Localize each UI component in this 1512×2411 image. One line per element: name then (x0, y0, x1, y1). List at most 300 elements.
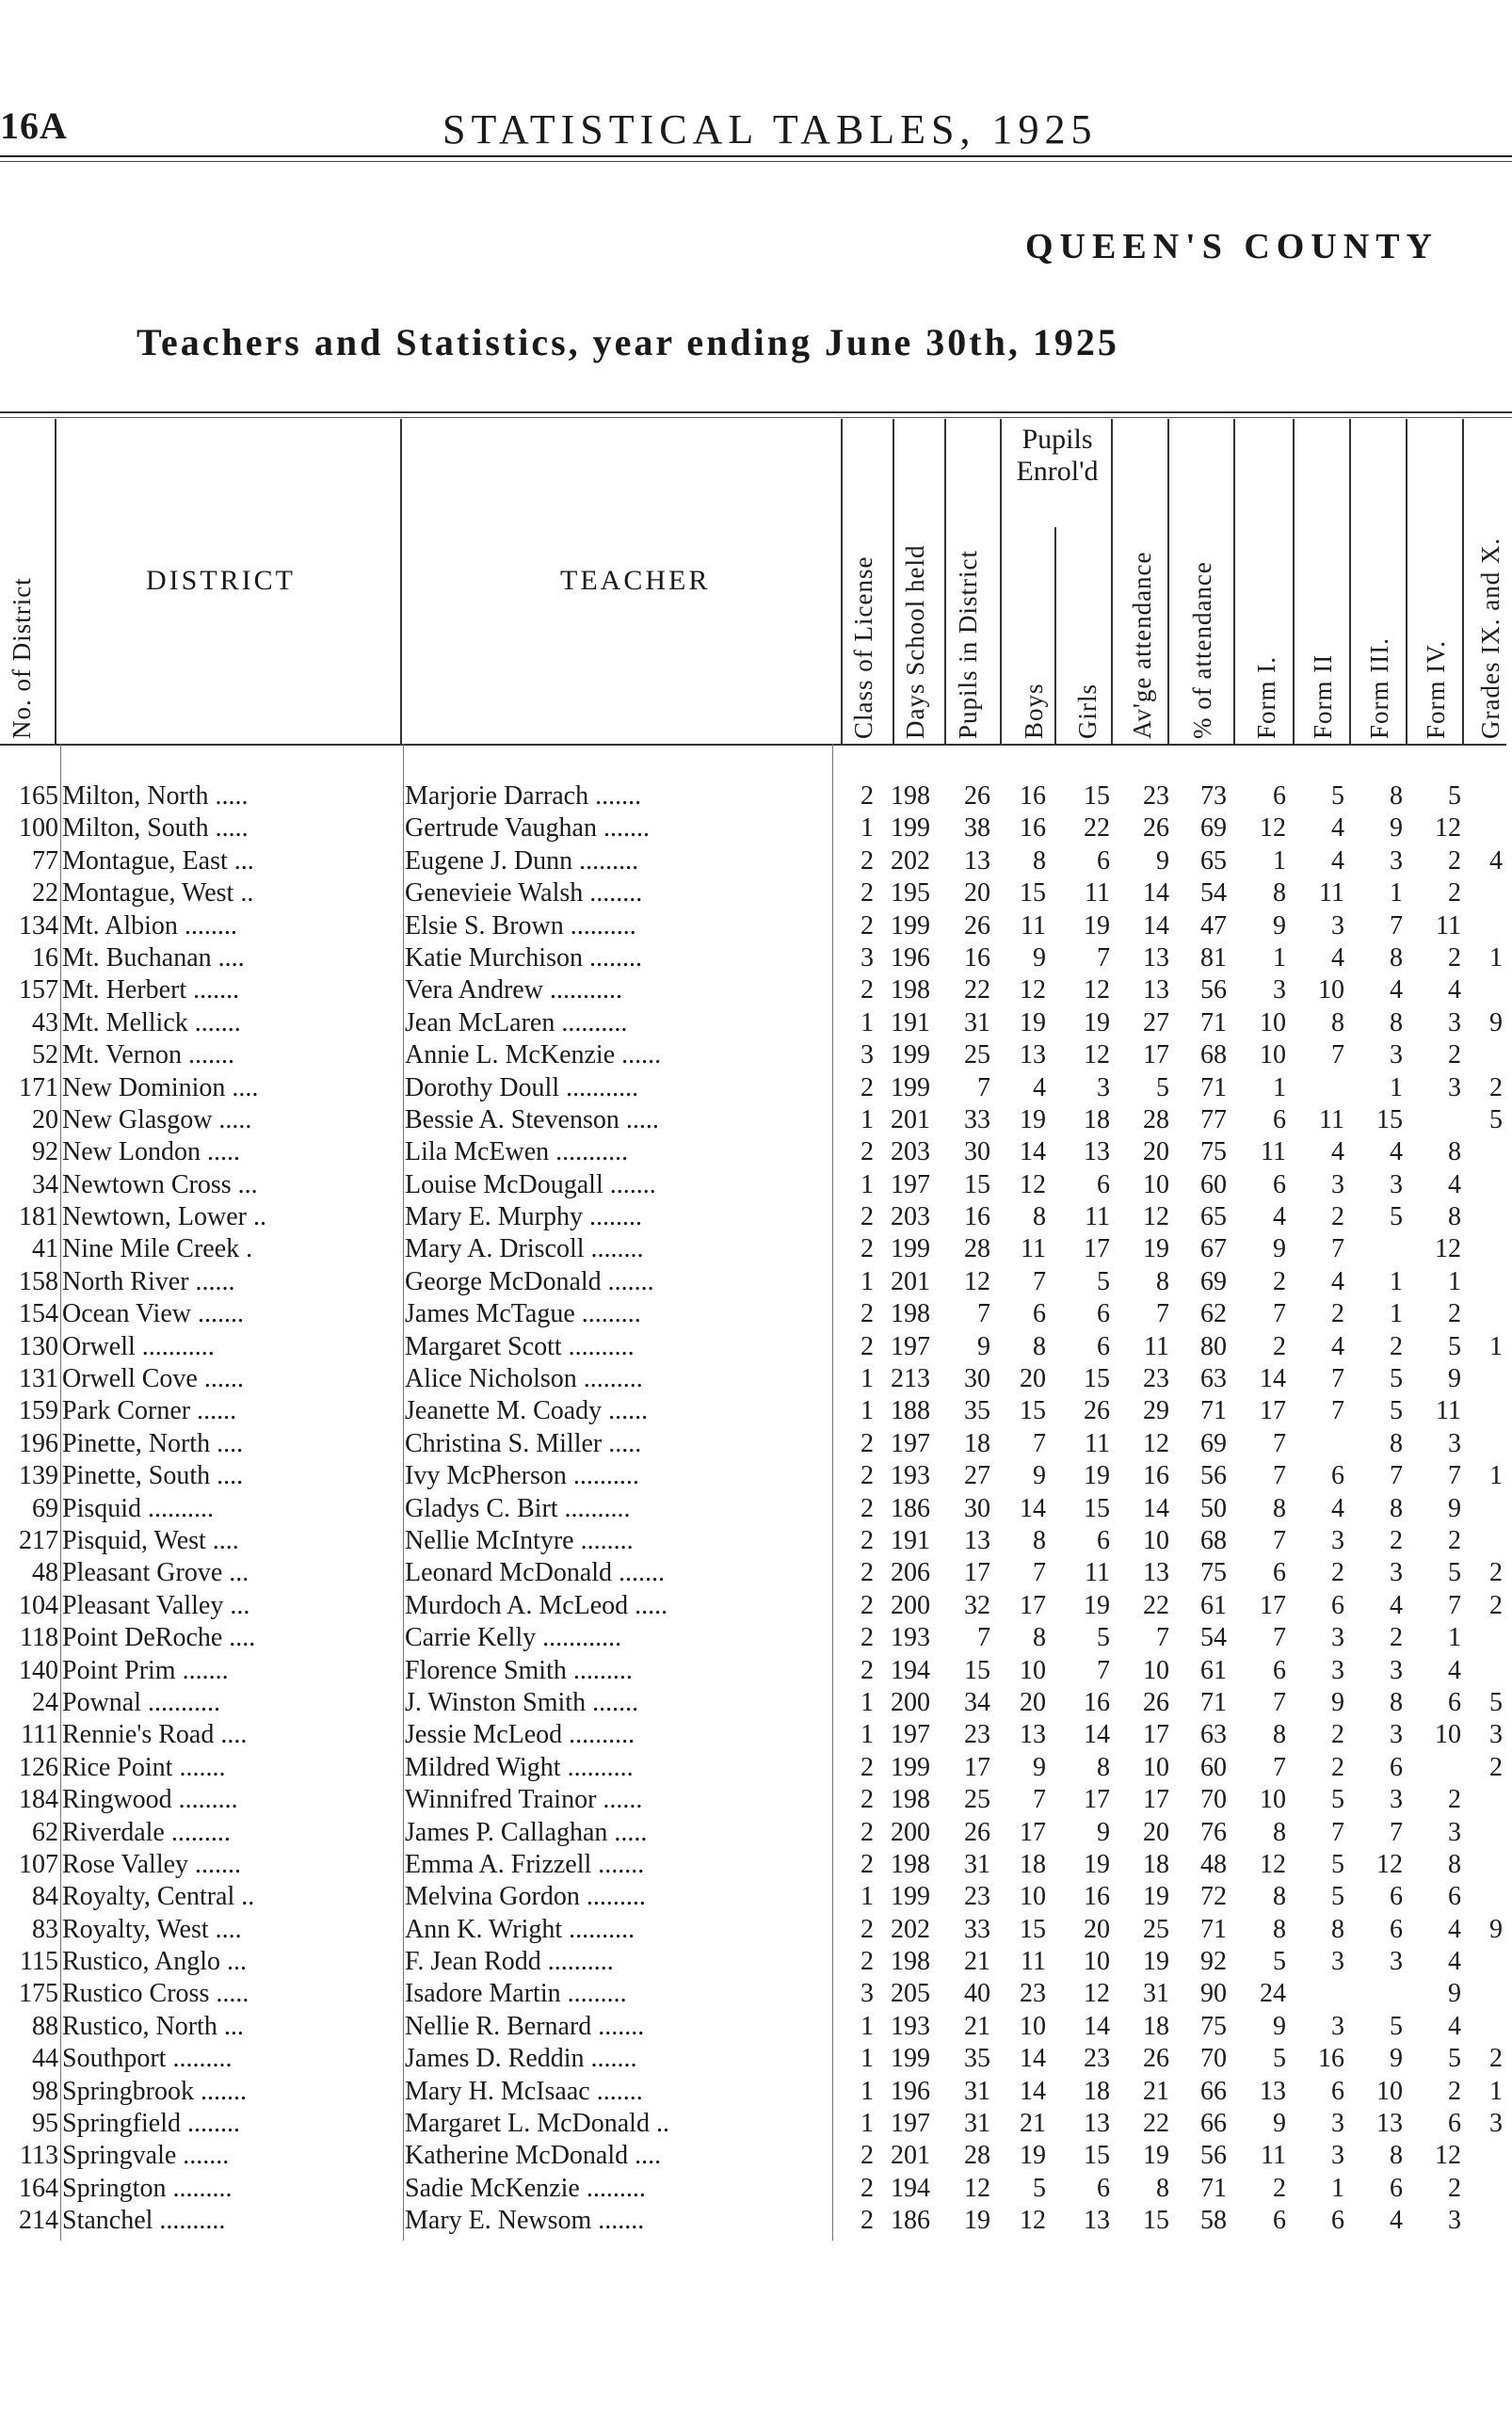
cell-teacher: Murdoch A. McLeod ..... (405, 1590, 668, 1620)
cell-teacher: Bessie A. Stevenson ..... (405, 1104, 659, 1134)
table-row (0, 878, 1512, 910)
cell-no: 171 (19, 1072, 58, 1102)
cell-f2: 6 (1331, 1590, 1344, 1620)
cell-f3: 15 (1376, 1104, 1403, 1134)
cell-f4: 7 (1448, 1461, 1461, 1491)
cell-girls: 15 (1084, 2141, 1110, 2171)
cell-district: Rennie's Road .... (62, 1720, 248, 1750)
cell-days: 205 (891, 1979, 930, 2009)
cell-lic: 1 (861, 1687, 874, 1717)
cell-f3: 6 (1390, 1914, 1403, 1944)
cell-district: Stanchel .......... (62, 2206, 226, 2236)
cell-f3: 2 (1390, 1525, 1403, 1555)
cell-f1: 6 (1273, 1655, 1286, 1685)
cell-pct: 69 (1200, 1428, 1227, 1458)
cell-boys: 10 (1020, 1882, 1046, 1912)
table-row (0, 1623, 1512, 1655)
cell-days: 213 (891, 1364, 930, 1394)
cell-girls: 11 (1085, 878, 1110, 908)
cell-g: 4 (1489, 845, 1503, 876)
cell-days: 199 (891, 1752, 930, 1782)
cell-boys: 19 (1020, 1104, 1046, 1134)
cell-f3: 2 (1390, 1331, 1403, 1361)
cell-girls: 19 (1084, 910, 1110, 940)
cell-f2: 4 (1331, 1331, 1344, 1361)
cell-pd: 23 (964, 1720, 990, 1750)
cell-pd: 16 (964, 942, 990, 972)
cell-f1: 6 (1273, 1558, 1286, 1588)
cell-days: 199 (891, 813, 930, 844)
header-rule-thin (0, 161, 1512, 162)
cell-boys: 16 (1020, 781, 1046, 811)
cell-district: Milton, North ..... (62, 781, 249, 811)
cell-no: 69 (32, 1493, 58, 1523)
table-row (0, 846, 1512, 878)
cell-f4: 5 (1448, 1558, 1461, 1588)
cell-f3: 6 (1390, 1882, 1403, 1912)
table-row (0, 1299, 1512, 1331)
cell-avg: 14 (1143, 878, 1169, 908)
cell-f4: 2 (1448, 942, 1461, 972)
cell-g: 5 (1489, 1687, 1503, 1717)
cell-f3: 8 (1390, 1493, 1403, 1523)
cell-pd: 32 (964, 1590, 990, 1620)
cell-no: 83 (32, 1914, 58, 1944)
cell-girls: 6 (1097, 2173, 1110, 2203)
cell-pct: 71 (1200, 1007, 1227, 1037)
cell-teacher: Melvina Gordon ......... (405, 1882, 646, 1912)
cell-teacher: James P. Callaghan ..... (405, 1817, 648, 1847)
cell-teacher: Nellie R. Bernard ....... (405, 2011, 645, 2041)
table-row (0, 1137, 1512, 1169)
cell-f2: 5 (1331, 1785, 1344, 1815)
cell-girls: 11 (1085, 1202, 1110, 1232)
cell-pct: 73 (1200, 781, 1227, 811)
cell-f1: 10 (1260, 1040, 1286, 1070)
cell-girls: 18 (1084, 1104, 1110, 1134)
cell-f2: 3 (1331, 2011, 1344, 2041)
cell-teacher: Dorothy Doull ........... (405, 1072, 639, 1102)
cell-no: 130 (19, 1331, 58, 1361)
cell-f3: 1 (1390, 878, 1403, 908)
cell-no: 44 (32, 2044, 58, 2074)
cell-days: 200 (891, 1687, 930, 1717)
col-header-girls: Girls (1073, 683, 1102, 739)
cell-g: 5 (1489, 1104, 1503, 1134)
cell-pct: 50 (1200, 1493, 1227, 1523)
cell-girls: 7 (1097, 942, 1110, 972)
cell-boys: 8 (1033, 1525, 1046, 1555)
cell-boys: 7 (1033, 1558, 1046, 1588)
cell-avg: 14 (1143, 1493, 1169, 1523)
cell-avg: 9 (1156, 845, 1169, 876)
cell-pct: 71 (1200, 1687, 1227, 1717)
cell-pd: 15 (964, 1169, 990, 1199)
cell-avg: 13 (1143, 1558, 1169, 1588)
cell-f1: 8 (1273, 1882, 1286, 1912)
table-row (0, 1979, 1512, 2011)
cell-lic: 1 (861, 1007, 874, 1037)
cell-girls: 19 (1084, 1849, 1110, 1879)
cell-teacher: Annie L. McKenzie ...... (405, 1040, 662, 1070)
cell-avg: 26 (1143, 813, 1169, 844)
cell-pd: 22 (964, 975, 990, 1005)
cell-no: 131 (19, 1364, 58, 1394)
cell-no: 24 (32, 1687, 58, 1717)
cell-days: 199 (891, 1072, 930, 1102)
cell-boys: 14 (1020, 2076, 1046, 2106)
cell-avg: 15 (1143, 2206, 1169, 2236)
cell-teacher: Marjorie Darrach ....... (405, 781, 642, 811)
cell-boys: 13 (1020, 1040, 1046, 1070)
cell-girls: 13 (1084, 2109, 1110, 2139)
cell-lic: 2 (861, 1493, 874, 1523)
cell-days: 188 (891, 1396, 930, 1426)
cell-avg: 8 (1156, 1266, 1169, 1296)
cell-lic: 1 (861, 1364, 874, 1394)
page-header (0, 104, 1512, 160)
table-row (0, 1008, 1512, 1040)
cell-no: 115 (20, 1947, 58, 1977)
cell-f2: 11 (1319, 878, 1344, 908)
cell-district: Point DeRoche .... (62, 1623, 256, 1653)
cell-f1: 6 (1273, 2206, 1286, 2236)
cell-avg: 10 (1143, 1752, 1169, 1782)
table-row (0, 1332, 1512, 1364)
table-row (0, 1396, 1512, 1428)
cell-days: 200 (891, 1817, 930, 1847)
cell-no: 157 (19, 975, 58, 1005)
col-header-avg-attendance: Av'ge attendance (1128, 551, 1156, 739)
cell-avg: 25 (1143, 1914, 1169, 1944)
cell-district: Rice Point ....... (62, 1752, 226, 1782)
table-row (0, 1720, 1512, 1752)
cell-f1: 6 (1273, 1169, 1286, 1199)
cell-lic: 3 (861, 942, 874, 972)
cell-pd: 28 (964, 2141, 990, 2171)
cell-pct: 68 (1200, 1525, 1227, 1555)
cell-boys: 14 (1020, 1137, 1046, 1167)
table-row (0, 2012, 1512, 2044)
cell-f1: 3 (1273, 975, 1286, 1005)
cell-f1: 2 (1273, 1266, 1286, 1296)
cell-pct: 62 (1200, 1299, 1227, 1329)
cell-f4: 1 (1448, 1623, 1461, 1653)
cell-teacher: F. Jean Rodd .......... (405, 1947, 614, 1977)
cell-pd: 35 (964, 2044, 990, 2074)
cell-f2: 3 (1331, 1623, 1344, 1653)
cell-district: Montague, West .. (62, 878, 254, 908)
cell-f4: 6 (1448, 1882, 1461, 1912)
cell-teacher: Leonard McDonald ....... (405, 1558, 666, 1588)
cell-f2: 7 (1331, 1040, 1344, 1070)
cell-f1: 1 (1273, 942, 1286, 972)
cell-boys: 10 (1020, 1655, 1046, 1685)
cell-avg: 26 (1143, 2044, 1169, 2074)
cell-lic: 2 (861, 1558, 874, 1588)
cell-pct: 71 (1200, 1396, 1227, 1426)
cell-days: 201 (891, 2141, 930, 2171)
cell-boys: 15 (1020, 878, 1046, 908)
cell-avg: 20 (1143, 1137, 1169, 1167)
cell-pct: 63 (1200, 1720, 1227, 1750)
cell-f2: 7 (1331, 1234, 1344, 1264)
cell-days: 203 (891, 1137, 930, 1167)
cell-f3: 7 (1390, 910, 1403, 940)
cell-lic: 2 (861, 1623, 874, 1653)
cell-no: 84 (32, 1882, 58, 1912)
cell-district: Pleasant Valley ... (62, 1590, 250, 1620)
table-row (0, 1461, 1512, 1493)
col-divider (841, 419, 843, 744)
cell-boys: 13 (1020, 1720, 1046, 1750)
cell-girls: 16 (1084, 1687, 1110, 1717)
cell-f3: 1 (1390, 1072, 1403, 1102)
cell-boys: 11 (1021, 1234, 1046, 1264)
col-header-license: Class of License (849, 555, 877, 739)
cell-pct: 56 (1200, 1461, 1227, 1491)
cell-f1: 1 (1273, 1072, 1286, 1102)
cell-days: 199 (891, 910, 930, 940)
cell-boys: 12 (1020, 1169, 1046, 1199)
cell-girls: 11 (1085, 1558, 1110, 1588)
cell-f3: 12 (1376, 1849, 1403, 1879)
cell-no: 34 (32, 1169, 58, 1199)
cell-pct: 70 (1200, 2044, 1227, 2074)
cell-f3: 3 (1390, 1785, 1403, 1815)
cell-avg: 7 (1156, 1623, 1169, 1653)
col-header-boys: Boys (1020, 683, 1048, 739)
cell-district: Pinette, North .... (62, 1428, 244, 1458)
cell-pct: 76 (1200, 1817, 1227, 1847)
cell-pd: 7 (977, 1072, 990, 1102)
cell-teacher: Eugene J. Dunn ......... (405, 845, 639, 876)
cell-girls: 19 (1084, 1007, 1110, 1037)
cell-days: 202 (891, 845, 930, 876)
col-divider (1233, 419, 1235, 744)
table-row (0, 1202, 1512, 1234)
col-divider (55, 419, 56, 744)
cell-f3: 5 (1390, 1202, 1403, 1232)
cell-pd: 31 (964, 1007, 990, 1037)
table-row (0, 2206, 1512, 2238)
cell-girls: 17 (1084, 1785, 1110, 1815)
cell-pct: 66 (1200, 2076, 1227, 2106)
table-row (0, 1882, 1512, 1914)
cell-lic: 2 (861, 1331, 874, 1361)
cell-f4: 4 (1448, 1947, 1461, 1977)
cell-district: New London ..... (62, 1137, 240, 1167)
table-row (0, 1558, 1512, 1590)
cell-pd: 40 (964, 1979, 990, 2009)
cell-girls: 6 (1097, 845, 1110, 876)
cell-district: Mt. Vernon ....... (62, 1040, 235, 1070)
cell-lic: 1 (861, 1169, 874, 1199)
cell-f2: 6 (1331, 2076, 1344, 2106)
cell-boys: 9 (1033, 942, 1046, 972)
cell-pd: 30 (964, 1493, 990, 1523)
cell-f1: 8 (1273, 1493, 1286, 1523)
cell-teacher: Jessie McLeod .......... (405, 1720, 635, 1750)
table-top-rule-thin (0, 417, 1512, 418)
cell-no: 154 (19, 1299, 58, 1329)
cell-g: 2 (1489, 1752, 1503, 1782)
cell-girls: 10 (1084, 1947, 1110, 1977)
cell-girls: 6 (1097, 1299, 1110, 1329)
cell-avg: 17 (1143, 1785, 1169, 1815)
cell-boys: 11 (1021, 1947, 1046, 1977)
cell-teacher: Emma A. Frizzell ....... (405, 1849, 645, 1879)
table-row (0, 1785, 1512, 1817)
cell-lic: 2 (861, 845, 874, 876)
cell-boys: 9 (1033, 1461, 1046, 1491)
cell-lic: 2 (861, 910, 874, 940)
table-row (0, 1688, 1512, 1720)
table-row (0, 1040, 1512, 1072)
cell-boys: 20 (1020, 1687, 1046, 1717)
cell-boys: 9 (1033, 1752, 1046, 1782)
cell-lic: 2 (861, 1072, 874, 1102)
cell-girls: 12 (1084, 975, 1110, 1005)
cell-pct: 69 (1200, 813, 1227, 844)
cell-days: 198 (891, 1299, 930, 1329)
page-number: 16A (0, 104, 68, 147)
cell-f2: 11 (1319, 1104, 1344, 1134)
col-header-days: Days School held (901, 544, 929, 739)
table-row (0, 1753, 1512, 1785)
cell-f3: 3 (1390, 1169, 1403, 1199)
cell-pd: 30 (964, 1364, 990, 1394)
cell-district: New Dominion .... (62, 1072, 259, 1102)
table-header-bottom-rule (0, 744, 1506, 746)
cell-no: 196 (19, 1428, 58, 1458)
cell-lic: 2 (861, 781, 874, 811)
cell-no: 92 (32, 1137, 58, 1167)
cell-pct: 68 (1200, 1040, 1227, 1070)
cell-days: 198 (891, 975, 930, 1005)
cell-boys: 17 (1020, 1817, 1046, 1847)
cell-f4: 6 (1448, 1687, 1461, 1717)
col-divider (1111, 419, 1113, 744)
cell-no: 16 (32, 942, 58, 972)
cell-avg: 22 (1143, 1590, 1169, 1620)
cell-no: 159 (19, 1396, 58, 1426)
cell-f2: 5 (1331, 1882, 1344, 1912)
cell-girls: 6 (1097, 1525, 1110, 1555)
cell-lic: 3 (861, 1040, 874, 1070)
cell-pct: 80 (1200, 1331, 1227, 1361)
cell-f1: 9 (1273, 1234, 1286, 1264)
cell-lic: 1 (861, 2076, 874, 2106)
cell-teacher: Mary E. Newsom ....... (405, 2206, 645, 2236)
cell-lic: 2 (861, 878, 874, 908)
table-subtitle: Teachers and Statistics, year ending June 30th, 1925 (137, 321, 1119, 363)
cell-f4: 12 (1435, 1234, 1461, 1264)
cell-f1: 9 (1273, 2109, 1286, 2139)
cell-f2: 6 (1331, 2206, 1344, 2236)
cell-district: Orwell Cove ...... (62, 1364, 244, 1394)
cell-no: 52 (32, 1040, 58, 1070)
cell-f1: 9 (1273, 910, 1286, 940)
cell-avg: 8 (1156, 2173, 1169, 2203)
cell-days: 186 (891, 2206, 930, 2236)
cell-pct: 72 (1200, 1882, 1227, 1912)
cell-avg: 19 (1143, 1882, 1169, 1912)
cell-girls: 11 (1085, 1428, 1110, 1458)
cell-avg: 26 (1143, 1687, 1169, 1717)
cell-district: Pisquid .......... (62, 1493, 215, 1523)
cell-district: Southport ......... (62, 2044, 233, 2074)
cell-g: 9 (1489, 1914, 1503, 1944)
cell-boys: 18 (1020, 1849, 1046, 1879)
cell-district: Springton ......... (62, 2173, 233, 2203)
cell-f3: 4 (1390, 1137, 1403, 1167)
cell-f1: 10 (1260, 1007, 1286, 1037)
cell-f1: 5 (1273, 1947, 1286, 1977)
cell-boys: 12 (1020, 2206, 1046, 2236)
cell-f4: 4 (1448, 1914, 1461, 1944)
cell-district: Newtown Cross ... (62, 1169, 258, 1199)
cell-pct: 47 (1200, 910, 1227, 940)
cell-days: 198 (891, 1947, 930, 1977)
cell-f3: 13 (1376, 2109, 1403, 2139)
col-header-pupils-district: Pupils in District (954, 549, 982, 739)
cell-f3: 8 (1390, 1007, 1403, 1037)
cell-pd: 30 (964, 1137, 990, 1167)
cell-lic: 2 (861, 1655, 874, 1685)
table-row (0, 2141, 1512, 2173)
cell-pct: 67 (1200, 1234, 1227, 1264)
cell-f4: 3 (1448, 1007, 1461, 1037)
cell-f3: 3 (1390, 845, 1403, 876)
cell-pct: 56 (1200, 2141, 1227, 2171)
cell-district: Pinette, South .... (62, 1461, 244, 1491)
cell-no: 134 (19, 910, 58, 940)
cell-no: 139 (19, 1461, 58, 1491)
cell-f3: 3 (1390, 1655, 1403, 1685)
col-divider (400, 419, 402, 744)
cell-boys: 15 (1020, 1396, 1046, 1426)
cell-boys: 8 (1033, 1331, 1046, 1361)
cell-pct: 54 (1200, 878, 1227, 908)
cell-pct: 77 (1200, 1104, 1227, 1134)
cell-pct: 65 (1200, 845, 1227, 876)
cell-pct: 75 (1200, 2011, 1227, 2041)
cell-teacher: J. Winston Smith ....... (405, 1687, 639, 1717)
cell-girls: 9 (1097, 1817, 1110, 1847)
cell-f2: 3 (1331, 1169, 1344, 1199)
cell-days: 197 (891, 1331, 930, 1361)
cell-boys: 19 (1020, 1007, 1046, 1037)
cell-pd: 21 (964, 2011, 990, 2041)
cell-f3: 2 (1390, 1623, 1403, 1653)
cell-f4: 4 (1448, 975, 1461, 1005)
cell-district: Nine Mile Creek . (62, 1234, 253, 1264)
cell-f1: 17 (1260, 1590, 1286, 1620)
col-header-district: DISTRICT (146, 565, 296, 596)
col-divider (1462, 419, 1464, 744)
table-row (0, 781, 1512, 813)
cell-days: 194 (891, 1655, 930, 1685)
cell-f1: 17 (1260, 1396, 1286, 1426)
cell-days: 199 (891, 1882, 930, 1912)
cell-pct: 63 (1200, 1364, 1227, 1394)
cell-boys: 23 (1020, 1979, 1046, 2009)
cell-pd: 21 (964, 1947, 990, 1977)
cell-pd: 17 (964, 1558, 990, 1588)
cell-f4: 1 (1448, 1266, 1461, 1296)
cell-avg: 19 (1143, 1234, 1169, 1264)
